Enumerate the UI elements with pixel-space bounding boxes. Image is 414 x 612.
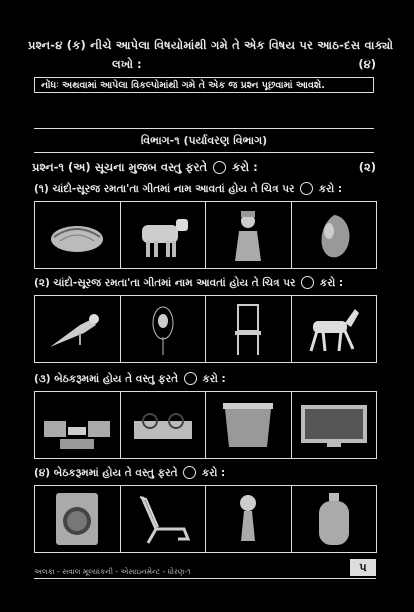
item-3-instruction (34, 372, 226, 386)
picture-row-3 (34, 391, 377, 459)
picture-row-4 (34, 485, 377, 553)
circle-icon (213, 161, 226, 174)
washing-machine-icon[interactable] (35, 486, 121, 552)
picture-row-1 (34, 201, 377, 269)
note-box: નોંધઃ અથવામાં આપેલા વિકલ્પોમાંથી ગમે તે એક જ પ્રશ્ન પૂછવામાં આવશે. (34, 77, 374, 93)
circle-icon (300, 182, 313, 195)
flower-vase-icon[interactable] (206, 486, 292, 552)
q4-line2: લખો : (112, 57, 142, 71)
circle-icon (301, 276, 314, 289)
section-title: વિભાગ-૧ (પર્યાવરણ વિભાગ) (140, 134, 268, 147)
q4-line1: પ્રશ્ન-૪ (ક) નીચે આપેલા વિષયોમાંથી ગમે તે એક વિષય પર આઠ-દસ વાક્યો (28, 38, 394, 52)
chair-icon[interactable] (206, 296, 292, 362)
television-icon[interactable] (292, 392, 377, 458)
q1-marks: (૨) (358, 160, 376, 174)
cow-icon[interactable] (121, 202, 207, 268)
item-suffix: કરો : (201, 467, 226, 479)
circle-icon (183, 466, 196, 479)
divider (34, 128, 374, 129)
item-2-instruction (34, 276, 343, 290)
mango-icon[interactable] (292, 202, 377, 268)
sofa-set-icon[interactable] (35, 392, 121, 458)
peacock-feather-icon[interactable] (121, 296, 207, 362)
king-icon[interactable] (206, 202, 292, 268)
item-text: (૧) ચાંદો-સૂરજ રમતા'તા ગીતમાં નામ આવતાં હોય તે ચિત્ર પર (34, 183, 295, 195)
q1-heading (32, 160, 258, 175)
page-number: ૫ (350, 559, 376, 576)
picture-row-2 (34, 295, 377, 363)
horse-icon[interactable] (292, 296, 377, 362)
item-4-instruction (34, 466, 225, 480)
item-1-instruction (34, 182, 342, 196)
gas-stove-icon[interactable] (121, 392, 207, 458)
q1-heading-text: પ્રશ્ન-૧ (અ) સૂચના મુજબ વસ્તુ ફરતે (32, 160, 208, 174)
item-suffix: કરો : (318, 183, 343, 195)
footer-rule (34, 578, 376, 579)
item-suffix: કરો : (319, 277, 344, 289)
tub-icon[interactable] (206, 392, 292, 458)
footer-text: અલકા - સવાલ મૂલ્યાંકની - એસાઇનમેન્ટ - ધોરણ-૧ (34, 567, 191, 576)
circle-icon (184, 372, 197, 385)
q1-heading-suffix: કરો : (232, 160, 258, 174)
q4-marks: (૪) (358, 57, 376, 71)
item-text: (૩) બેઠકરૂમમાં હોય તે વસ્તુ ફરતે (34, 373, 179, 385)
divider (34, 152, 374, 153)
parrot-icon[interactable] (35, 296, 121, 362)
shell-icon[interactable] (35, 202, 121, 268)
gas-cylinder-icon[interactable] (292, 486, 377, 552)
easy-chair-icon[interactable] (121, 486, 207, 552)
item-text: (૪) બેઠકરૂમમાં હોય તે વસ્તુ ફરતે (34, 467, 178, 479)
item-text: (૨) ચાંદો-સૂરજ રમતા'તા ગીતમાં નામ આવતાં હોય તે ચિત્ર પર (34, 277, 296, 289)
item-suffix: કરો : (202, 373, 226, 385)
